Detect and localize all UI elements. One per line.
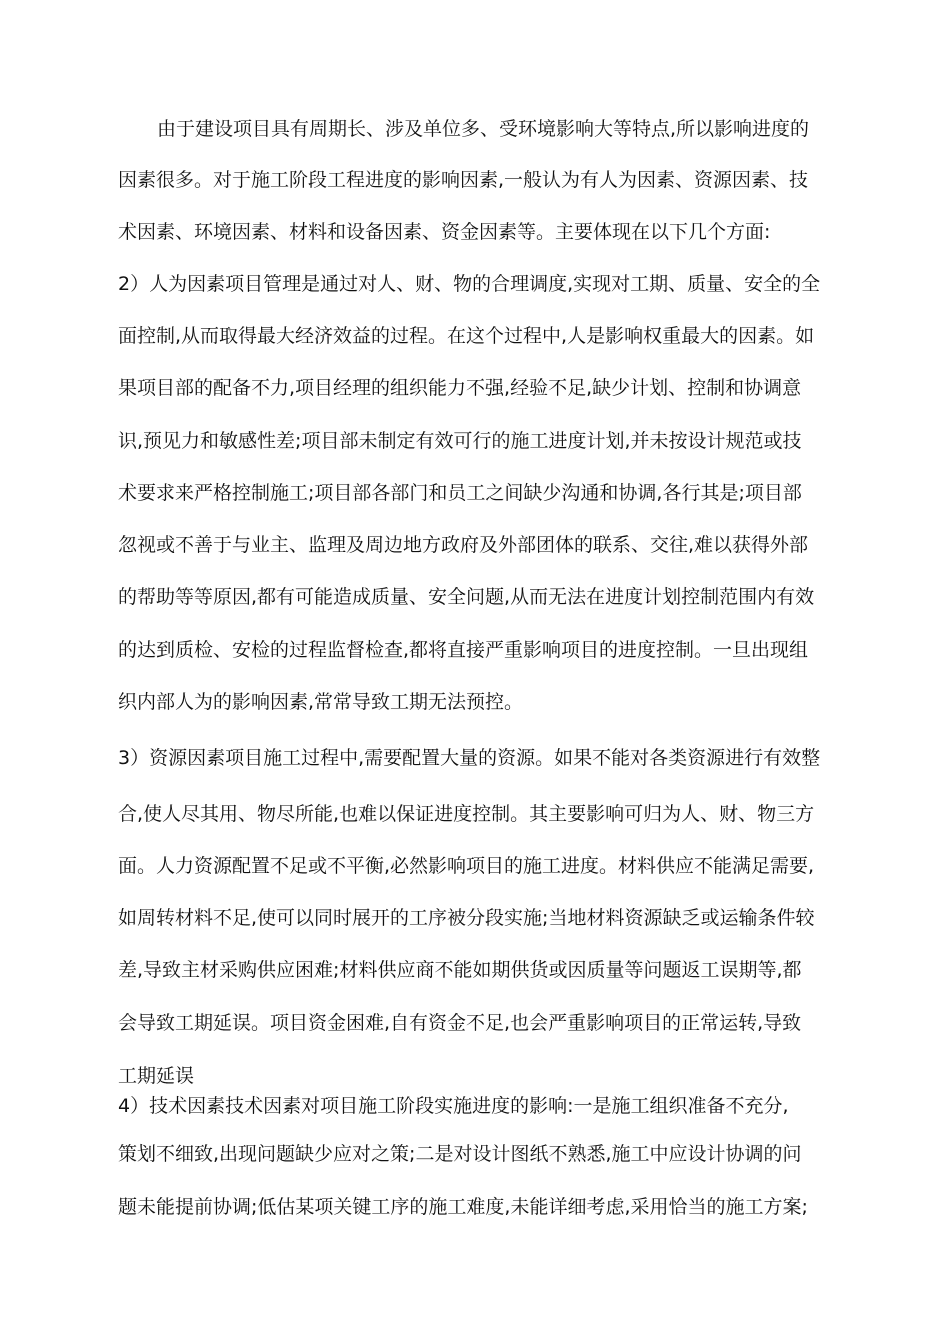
text-line: 3）资源因素项目施工过程中,需要配置大量的资源。如果不能对各类资源进行有效整 <box>118 747 821 769</box>
text-line: 因素很多。对于施工阶段工程进度的影响因素,一般认为有人为因素、资源因素、技 <box>118 169 809 191</box>
text-line: 差,导致主材采购供应困难;材料供应商不能如期供货或因质量等问题返工误期等,都 <box>118 959 802 981</box>
text-line: 题未能提前协调;低估某项关键工序的施工难度,未能详细考虑,采用恰当的施工方案; <box>118 1196 808 1218</box>
text-line: 果项目部的配备不力,项目经理的组织能力不强,经验不足,缺少计划、控制和协调意 <box>118 377 802 399</box>
text-line: 会导致工期延误。项目资金困难,自有资金不足,也会严重影响项目的正常运转,导致 <box>118 1012 802 1034</box>
text-line: 面。人力资源配置不足或不平衡,必然影响项目的施工进度。材料供应不能满足需要, <box>118 855 815 877</box>
text-line: 由于建设项目具有周期长、涉及单位多、受环境影响大等特点,所以影响进度的 <box>157 118 810 140</box>
text-line: 术要求来严格控制施工;项目部各部门和员工之间缺少沟通和协调,各行其是;项目部 <box>118 482 802 504</box>
text-line: 的达到质检、安检的过程监督检查,都将直接严重影响项目的进度控制。一旦出现组 <box>118 639 809 661</box>
text-line: 2）人为因素项目管理是通过对人、财、物的合理调度,实现对工期、质量、安全的全 <box>118 273 821 295</box>
text-line: 术因素、环境因素、材料和设备因素、资金因素等。主要体现在以下几个方面: <box>118 221 771 243</box>
text-line: 工期延误 <box>118 1065 195 1087</box>
text-line: 如周转材料不足,使可以同时展开的工序被分段实施;当地材料资源缺乏或运输条件较 <box>118 907 815 929</box>
text-line: 面控制,从而取得最大经济效益的过程。在这个过程中,人是影响权重最大的因素。如 <box>118 325 815 347</box>
text-line: 识,预见力和敏感性差;项目部未制定有效可行的施工进度计划,并未按设计规范或技 <box>118 430 802 452</box>
text-line: 合,使人尽其用、物尽所能,也难以保证进度控制。其主要影响可归为人、财、物三方 <box>118 803 815 825</box>
text-line: 织内部人为的影响因素,常常导致工期无法预控。 <box>118 691 524 713</box>
text-line: 忽视或不善于与业主、监理及周边地方政府及外部团体的联系、交往,难以获得外部 <box>118 534 809 556</box>
text-line: 4）技术因素技术因素对项目施工阶段实施进度的影响:一是施工组织准备不充分, <box>118 1095 789 1117</box>
text-line: 的帮助等等原因,都有可能造成质量、安全问题,从而无法在进度计划控制范围内有效 <box>118 586 815 608</box>
text-line: 策划不细致,出现问题缺少应对之策;二是对设计图纸不熟悉,施工中应设计协调的问 <box>118 1143 802 1165</box>
